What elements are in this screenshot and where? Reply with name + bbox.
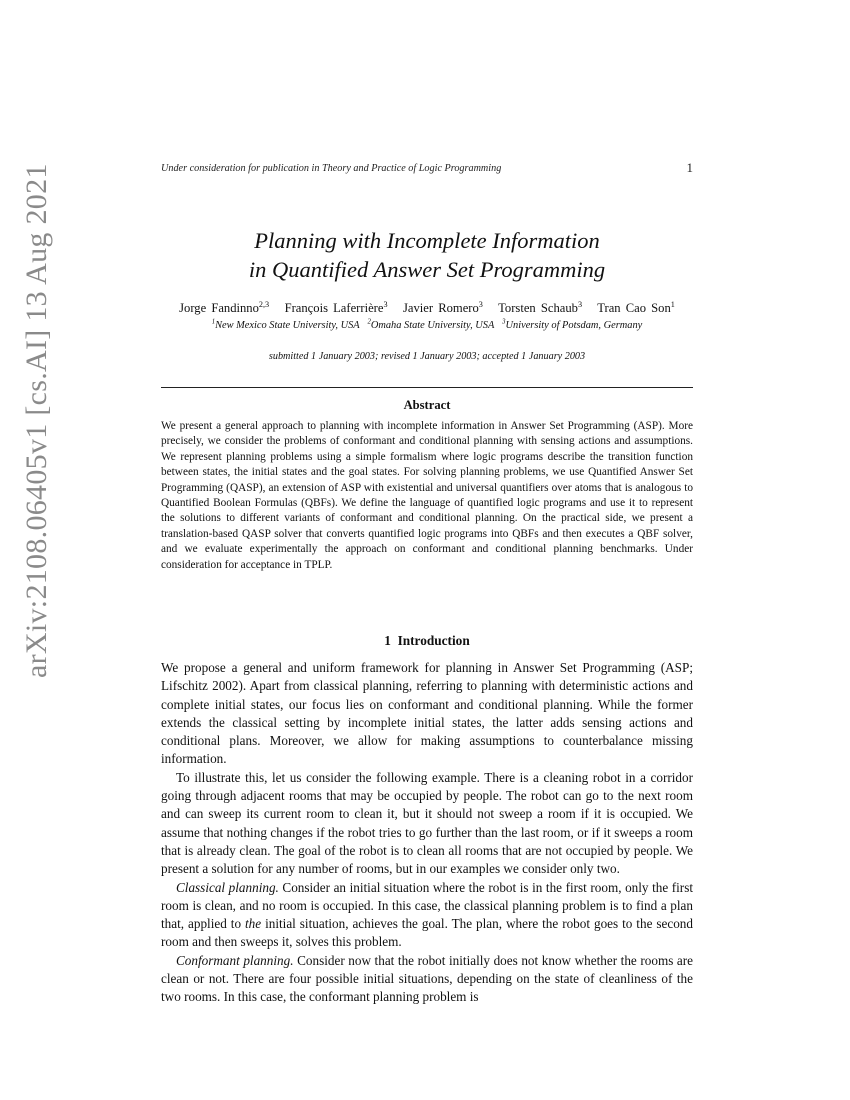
affiliation: $^2$Omaha State University, USA [367, 318, 495, 331]
author: François Laferrière$^3$ [284, 299, 388, 315]
submission-dates: submitted 1 January 2003; revised 1 January 2003; accepted 1 January 2003 [268, 351, 586, 362]
paragraph-lead: Classical planning. [176, 879, 279, 895]
abstract-heading: Abstract [403, 398, 451, 412]
title-line-2: in Quantified Answer Set Programming [248, 257, 606, 282]
section-number: 1 [384, 633, 391, 648]
emphasis: the [245, 916, 262, 932]
author: Tran Cao Son$^1$ [597, 299, 675, 315]
paragraph: Classical planning. Consider an initial situation where the robot is in the first room, only the first room is clean, and no room is occupied. In this case, the classical planning problem is to find a plan that, applied to the initial situation, achieves the goal. The plan, where the robot goes to the second room and then sweeps it, solves this problem. [161, 879, 693, 950]
paper-title [161, 226, 693, 284]
paragraph: Conformant planning. Consider now that the robot initially does not know whether the rooms are clean or not. There are four possible initial situations, depending on the state of cleanliness of the two rooms. In this case, the conformant planning problem is [161, 952, 693, 1005]
introduction-body [161, 659, 693, 1007]
affiliation-list [161, 320, 693, 331]
affiliation: $^1$New Mexico State University, USA [211, 318, 360, 331]
author: Javier Romero$^3$ [403, 299, 483, 315]
author: Torsten Schaub$^3$ [498, 299, 583, 315]
arxiv-identifier: arXiv:2108.06405v1 [cs.AI] 13 Aug 2021 [20, 163, 53, 678]
paragraph-lead: Conformant planning. [176, 952, 294, 968]
abstract-divider [161, 387, 693, 388]
paragraph: We propose a general and uniform framework for planning in Answer Set Programming (ASP; Lifschitz 2002). Apart from classical planning, referring to planning with deterministic actions and complete initial states, our focus lies on conformant and conditional planning. While the former extends the classical setting by incomplete initial states, the latter adds sensing actions and conditional plans. Moreover, we allow for making assumptions to counterbalance missing information. [161, 660, 693, 767]
title-line-1: Planning with Incomplete Information [254, 228, 600, 253]
abstract-text: We present a general approach to planning with incomplete information in Answer Set Programming (ASP). More precisely, we consider the problems of conformant and conditional planning with sensing actions and assumptions. We represent planning problems using a simple formalism where logic programs describe the transition function between states, the initial states and the goal states. For solving planning problems, we use Quantified Answer Set Programming (QASP), an extension of ASP with existential and universal quantifiers over atoms that is analogous to Quantified Boolean Formulas (QBFs). We define the language of quantified logic programs and use it to represent the solutions to different variants of conformant and conditional planning. On the practical side, we present a translation-based QASP solver that converts quantified logic programs into QBFs and then executes a QBF solver, and we evaluate experimentally the approach on conformant and conditional planning benchmarks. Under consideration for acceptance in TPLP. [161, 420, 693, 571]
affiliation: $^3$University of Potsdam, Germany [502, 318, 643, 331]
section-heading [161, 633, 693, 649]
page-number: 1 [686, 160, 693, 175]
author-list [161, 301, 693, 316]
paragraph: To illustrate this, let us consider the following example. There is a cleaning robot in a corridor going through adjacent rooms that may be occupied by people. The robot can go to the next room and can sweep its current room to clean it, but it should not sweep a room if it is occupied. We assume that nothing changes if the robot tries to go further than the last room, or if it sweeps a room that is already clean. The goal of the robot is to clean all rooms that are not occupied by people. We present a solution for any number of rooms, but in our examples we consider only two. [161, 769, 693, 877]
section-title: Introduction [397, 633, 470, 648]
author: Jorge Fandinno$^{2,3}$ [179, 299, 270, 315]
running-head: Under consideration for publication in Theory and Practice of Logic Programming [161, 163, 502, 174]
